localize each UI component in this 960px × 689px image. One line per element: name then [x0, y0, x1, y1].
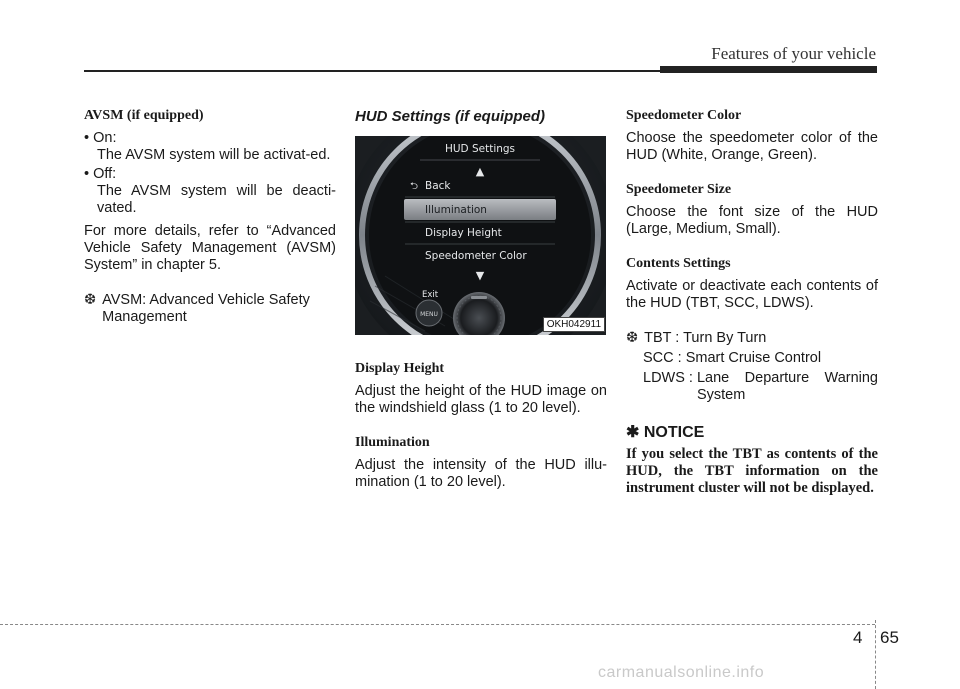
scroll-down-arrow-icon: ▼ [475, 269, 485, 282]
display-height-text: Adjust the height of the HUD image on the windshield glass (1 to 20 level). [355, 383, 607, 416]
menu-button-label: MENU [420, 311, 438, 318]
avsm-footnote-text: AVSM: Advanced Vehicle Safety Management [102, 292, 310, 325]
speedometer-size-heading: Speedometer Size [626, 182, 732, 197]
notice-title: NOTICE [643, 424, 705, 441]
hud-settings-figure [355, 136, 606, 335]
footnote-symbol-icon: ❆ [626, 330, 639, 346]
exit-label: Exit [422, 290, 439, 300]
menu-item-back: Back [425, 180, 451, 192]
illumination-heading: Illumination [355, 435, 430, 450]
display-height-heading: Display Height [355, 361, 445, 376]
watermark: carmanualsonline.info [598, 664, 765, 681]
notice-star-icon: ✱ [626, 424, 640, 441]
off-description: The AVSM system will be deacti-vated. [97, 183, 336, 216]
avsm-footnote [84, 292, 336, 326]
hud-screen-title: HUD Settings [444, 143, 516, 155]
column-speedometer [626, 108, 878, 497]
page-number: 65 [880, 628, 899, 647]
speedometer-color-text: Choose the speedometer color of the HUD (White, Orange, Green). [626, 130, 878, 163]
menu-item-illumination: Illumination [425, 204, 487, 216]
abbr-scc: SCC : Smart Cruise Control [643, 350, 822, 366]
notice-heading [626, 422, 878, 442]
footer-vertical-divider [875, 620, 877, 689]
column-avsm [84, 108, 336, 326]
menu-item-display-height: Display Height [425, 227, 502, 239]
section-title: Features of your vehicle [711, 44, 876, 63]
footnote-symbol-icon: ❆ [84, 292, 97, 308]
footer-divider [0, 624, 875, 625]
speedometer-size-text: Choose the font size of the HUD (Large, Medium, Small). [626, 204, 878, 237]
header-accent-bar [660, 66, 877, 73]
menu-item-speedometer-color: Speedometer Color [425, 250, 527, 262]
notice-text: If you select the TBT as contents of the HUD, the TBT information on the instrument cluster will not be displayed. [626, 446, 878, 496]
contents-settings-heading: Contents Settings [626, 256, 731, 271]
abbreviation-list [626, 330, 878, 404]
contents-settings-text: Activate or deactivate each contents of the HUD (TBT, SCC, LDWS). [626, 278, 878, 311]
avsm-heading: AVSM (if equipped) [84, 108, 204, 123]
scroll-up-arrow-icon: ▲ [475, 165, 485, 178]
on-description: The AVSM system will be activat-ed. [97, 147, 331, 163]
figure-code-label: OKH042911 [543, 317, 605, 332]
hud-cluster-illustration [355, 136, 606, 335]
abbr-ldws [626, 370, 878, 404]
column-hud-settings [355, 108, 607, 491]
hud-settings-heading: HUD Settings (if equipped) [355, 108, 545, 125]
speedometer-color-heading: Speedometer Color [626, 108, 742, 123]
abbr-ldws-value: Lane Departure Warning System [696, 370, 878, 403]
chapter-number: 4 [853, 628, 863, 647]
abbr-tbt: TBT : Turn By Turn [644, 330, 767, 346]
abbr-ldws-key: LDWS : [643, 370, 697, 386]
avsm-reference-paragraph: For more details, refer to “Advanced Vehicle Safety Management (AVSM) System” in chapter 5. [84, 223, 336, 273]
off-bullet: • Off: [84, 166, 117, 182]
illumination-text: Adjust the intensity of the HUD illu-mination (1 to 20 level). [355, 457, 607, 490]
on-bullet: • On: [84, 130, 117, 146]
back-arrow-icon: ⮌ [410, 181, 419, 192]
